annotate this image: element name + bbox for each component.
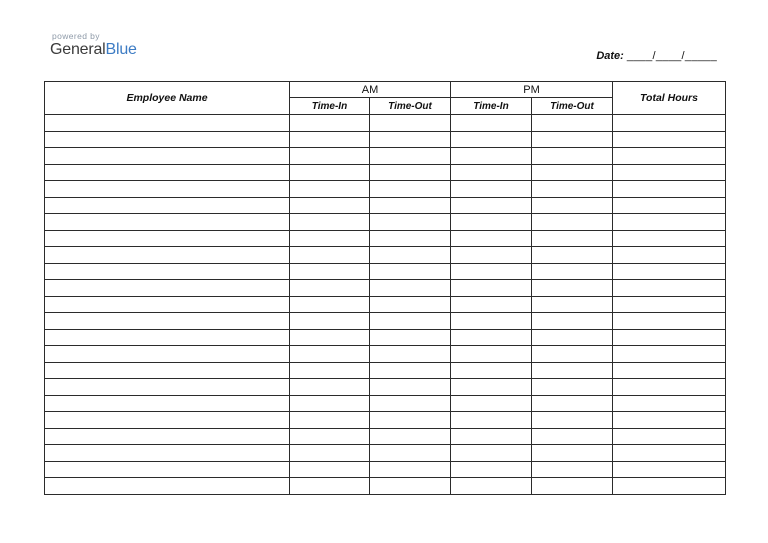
table-row [45, 478, 726, 495]
am-time-out-cell[interactable] [370, 362, 451, 379]
pm-time-in-header: Time-In [451, 98, 532, 115]
pm-time-in-cell[interactable] [451, 164, 532, 181]
powered-by-text: powered by [52, 31, 100, 41]
table-row [45, 247, 726, 264]
am-time-out-cell[interactable] [370, 461, 451, 478]
am-time-in-cell[interactable] [290, 263, 370, 280]
employee-name-header: Employee Name [45, 82, 290, 115]
pm-time-in-cell[interactable] [451, 214, 532, 231]
total-hours-cell[interactable] [613, 131, 726, 148]
am-time-out-cell[interactable] [370, 280, 451, 297]
am-time-out-cell[interactable] [370, 428, 451, 445]
pm-time-out-cell[interactable] [532, 164, 613, 181]
pm-time-in-cell[interactable] [451, 263, 532, 280]
pm-time-in-cell[interactable] [451, 148, 532, 165]
total-hours-cell[interactable] [613, 379, 726, 396]
employee-name-cell[interactable] [45, 329, 290, 346]
pm-time-out-cell[interactable] [532, 214, 613, 231]
date-label: Date: [596, 50, 624, 62]
am-time-in-cell[interactable] [290, 296, 370, 313]
table-row [45, 197, 726, 214]
am-time-in-cell[interactable] [290, 412, 370, 429]
total-hours-cell[interactable] [613, 395, 726, 412]
employee-name-cell[interactable] [45, 197, 290, 214]
employee-name-cell[interactable] [45, 230, 290, 247]
table-row [45, 346, 726, 363]
total-hours-cell[interactable] [613, 280, 726, 297]
table-row [45, 412, 726, 429]
am-time-out-cell[interactable] [370, 313, 451, 330]
total-hours-cell[interactable] [613, 445, 726, 462]
total-hours-cell[interactable] [613, 428, 726, 445]
table-row [45, 131, 726, 148]
am-time-out-cell[interactable] [370, 346, 451, 363]
employee-name-cell[interactable] [45, 164, 290, 181]
pm-time-out-cell[interactable] [532, 280, 613, 297]
pm-time-in-cell[interactable] [451, 362, 532, 379]
table-row [45, 115, 726, 132]
am-time-out-header: Time-Out [370, 98, 451, 115]
pm-time-in-cell[interactable] [451, 461, 532, 478]
pm-time-in-cell[interactable] [451, 247, 532, 264]
table-row [45, 428, 726, 445]
am-time-out-cell[interactable] [370, 214, 451, 231]
employee-name-cell[interactable] [45, 478, 290, 495]
am-time-out-cell[interactable] [370, 148, 451, 165]
table-row [45, 280, 726, 297]
am-time-in-cell[interactable] [290, 230, 370, 247]
generalblue-logo [50, 31, 137, 58]
am-time-out-cell[interactable] [370, 181, 451, 198]
employee-name-cell[interactable] [45, 445, 290, 462]
employee-name-cell[interactable] [45, 395, 290, 412]
pm-time-out-cell[interactable] [532, 247, 613, 264]
am-time-out-cell[interactable] [370, 247, 451, 264]
am-time-in-cell[interactable] [290, 131, 370, 148]
total-hours-cell[interactable] [613, 230, 726, 247]
pm-time-out-cell[interactable] [532, 230, 613, 247]
am-time-in-cell[interactable] [290, 164, 370, 181]
am-time-in-cell[interactable] [290, 428, 370, 445]
table-row [45, 296, 726, 313]
am-time-in-cell[interactable] [290, 115, 370, 132]
pm-time-in-cell[interactable] [451, 445, 532, 462]
am-time-out-cell[interactable] [370, 412, 451, 429]
am-header: AM [290, 82, 451, 98]
employee-name-cell[interactable] [45, 296, 290, 313]
table-row [45, 329, 726, 346]
am-time-in-header: Time-In [290, 98, 370, 115]
employee-name-cell[interactable] [45, 362, 290, 379]
table-row [45, 164, 726, 181]
table-row [45, 461, 726, 478]
employee-name-cell[interactable] [45, 379, 290, 396]
pm-time-out-cell[interactable] [532, 346, 613, 363]
pm-time-out-header: Time-Out [532, 98, 613, 115]
pm-time-in-cell[interactable] [451, 197, 532, 214]
total-hours-cell[interactable] [613, 329, 726, 346]
brand-name [50, 42, 137, 58]
timesheet-table [44, 81, 726, 495]
am-time-in-cell[interactable] [290, 329, 370, 346]
pm-time-out-cell[interactable] [532, 329, 613, 346]
am-time-out-cell[interactable] [370, 115, 451, 132]
am-time-in-cell[interactable] [290, 280, 370, 297]
am-time-in-cell[interactable] [290, 247, 370, 264]
date-blank: ____/____/_____ [626, 50, 717, 62]
pm-time-in-cell[interactable] [451, 313, 532, 330]
am-time-out-cell[interactable] [370, 263, 451, 280]
pm-time-out-cell[interactable] [532, 131, 613, 148]
table-row [45, 181, 726, 198]
total-hours-cell[interactable] [613, 478, 726, 495]
table-row [45, 395, 726, 412]
pm-time-in-cell[interactable] [451, 131, 532, 148]
pm-time-out-cell[interactable] [532, 197, 613, 214]
total-hours-cell[interactable] [613, 362, 726, 379]
table-row [45, 379, 726, 396]
brand-blue: Blue [105, 41, 137, 58]
am-time-out-cell[interactable] [370, 131, 451, 148]
am-time-out-cell[interactable] [370, 296, 451, 313]
am-time-in-cell[interactable] [290, 445, 370, 462]
total-hours-cell[interactable] [613, 461, 726, 478]
total-hours-cell[interactable] [613, 313, 726, 330]
am-time-out-cell[interactable] [370, 395, 451, 412]
pm-time-out-cell[interactable] [532, 296, 613, 313]
table-body [45, 115, 726, 495]
pm-time-out-cell[interactable] [532, 478, 613, 495]
total-hours-cell[interactable] [613, 164, 726, 181]
employee-name-cell[interactable] [45, 313, 290, 330]
total-hours-cell[interactable] [613, 412, 726, 429]
employee-name-cell[interactable] [45, 428, 290, 445]
employee-name-cell[interactable] [45, 280, 290, 297]
pm-time-out-cell[interactable] [532, 148, 613, 165]
pm-time-out-cell[interactable] [532, 445, 613, 462]
total-hours-cell[interactable] [613, 181, 726, 198]
am-time-out-cell[interactable] [370, 197, 451, 214]
am-time-in-cell[interactable] [290, 313, 370, 330]
am-time-out-cell[interactable] [370, 478, 451, 495]
employee-name-cell[interactable] [45, 346, 290, 363]
table-row [45, 263, 726, 280]
am-time-out-cell[interactable] [370, 230, 451, 247]
am-time-in-cell[interactable] [290, 148, 370, 165]
am-time-in-cell[interactable] [290, 395, 370, 412]
pm-time-out-cell[interactable] [532, 461, 613, 478]
employee-name-cell[interactable] [45, 461, 290, 478]
am-time-in-cell[interactable] [290, 478, 370, 495]
pm-time-out-cell[interactable] [532, 379, 613, 396]
employee-name-cell[interactable] [45, 263, 290, 280]
am-time-in-cell[interactable] [290, 379, 370, 396]
pm-time-in-cell[interactable] [451, 329, 532, 346]
table-row [45, 230, 726, 247]
employee-name-cell[interactable] [45, 214, 290, 231]
am-time-in-cell[interactable] [290, 362, 370, 379]
pm-time-in-cell[interactable] [451, 379, 532, 396]
employee-name-cell[interactable] [45, 412, 290, 429]
pm-time-in-cell[interactable] [451, 346, 532, 363]
pm-time-out-cell[interactable] [532, 362, 613, 379]
pm-time-out-cell[interactable] [532, 181, 613, 198]
am-time-out-cell[interactable] [370, 329, 451, 346]
pm-time-in-cell[interactable] [451, 115, 532, 132]
am-time-in-cell[interactable] [290, 346, 370, 363]
total-hours-cell[interactable] [613, 115, 726, 132]
pm-time-out-cell[interactable] [532, 428, 613, 445]
total-hours-cell[interactable] [613, 197, 726, 214]
employee-name-cell[interactable] [45, 131, 290, 148]
pm-header: PM [451, 82, 613, 98]
am-time-out-cell[interactable] [370, 379, 451, 396]
table-row [45, 445, 726, 462]
brand-general: General [50, 41, 106, 58]
table-header [45, 82, 726, 115]
pm-time-out-cell[interactable] [532, 412, 613, 429]
employee-name-cell[interactable] [45, 115, 290, 132]
pm-time-in-cell[interactable] [451, 428, 532, 445]
employee-name-cell[interactable] [45, 181, 290, 198]
employee-name-cell[interactable] [45, 148, 290, 165]
table-row [45, 214, 726, 231]
am-time-out-cell[interactable] [370, 164, 451, 181]
total-hours-cell[interactable] [613, 263, 726, 280]
pm-time-out-cell[interactable] [532, 115, 613, 132]
pm-time-out-cell[interactable] [532, 263, 613, 280]
total-hours-cell[interactable] [613, 247, 726, 264]
pm-time-in-cell[interactable] [451, 280, 532, 297]
am-time-in-cell[interactable] [290, 461, 370, 478]
am-time-in-cell[interactable] [290, 197, 370, 214]
pm-time-in-cell[interactable] [451, 412, 532, 429]
table-row [45, 313, 726, 330]
total-hours-cell[interactable] [613, 214, 726, 231]
pm-time-in-cell[interactable] [451, 478, 532, 495]
pm-time-out-cell[interactable] [532, 395, 613, 412]
am-time-in-cell[interactable] [290, 181, 370, 198]
total-hours-cell[interactable] [613, 296, 726, 313]
date-field [596, 50, 717, 62]
table-row [45, 148, 726, 165]
total-hours-cell[interactable] [613, 148, 726, 165]
total-hours-cell[interactable] [613, 346, 726, 363]
pm-time-in-cell[interactable] [451, 181, 532, 198]
total-hours-header: Total Hours [613, 82, 726, 115]
pm-time-in-cell[interactable] [451, 230, 532, 247]
employee-name-cell[interactable] [45, 247, 290, 264]
am-time-out-cell[interactable] [370, 445, 451, 462]
am-time-in-cell[interactable] [290, 214, 370, 231]
pm-time-in-cell[interactable] [451, 296, 532, 313]
pm-time-out-cell[interactable] [532, 313, 613, 330]
table-row [45, 362, 726, 379]
pm-time-in-cell[interactable] [451, 395, 532, 412]
